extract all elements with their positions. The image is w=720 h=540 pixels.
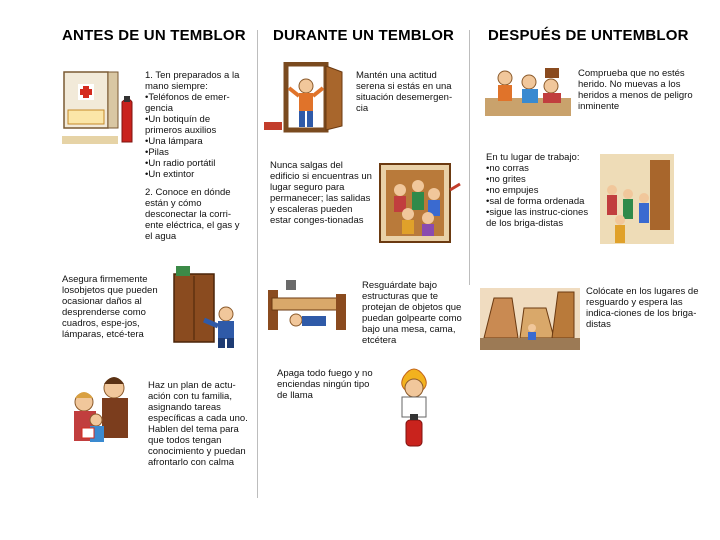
list-item: • Un radio portátil [145,158,249,169]
fire-extinguisher-illustration [384,366,446,450]
after-safe-zone-text [586,286,704,330]
list-item: • Una lámpara [145,136,249,147]
before-family-plan-text [148,380,254,468]
safe-zone-paragraph: Colócate en los lugares de resguardo y espera las indica-ciones de los briga-distas [586,286,699,330]
workplace-list [486,163,596,229]
orderly-evacuation-illustration [600,150,674,250]
before-secure-objects-text [62,274,166,340]
take-cover-paragraph: Resguárdate bajo estructuras que te protejan de objetos que puedan golpearte como bajo una mesa, cama, etcétera [362,280,462,346]
family-talk-paragraph: Hablen del tema para que todos tengan conocimiento y puedan afrontarlo con calma [148,424,246,468]
list-item: • sal de forma ordenada [486,196,596,207]
first-aid-cabinet-illustration [62,66,140,150]
person-in-doorway-illustration [264,62,350,134]
utilities-step: 2. Conoce en dónde están y cómo desconectar la corri-ente eléctrica, el gas y el agua [145,187,240,242]
after-workplace-text [486,152,596,229]
during-dont-leave-text [270,160,374,226]
family-plan-paragraph: Haz un plan de actu-ación con tu familia, asignando tareas específicas a cada uno. [148,380,248,424]
collapsed-buildings-illustration [480,278,580,350]
workplace-intro: En tu lugar de trabajo: [486,152,580,163]
column-divider-right [469,30,470,285]
crowd-at-exit-illustration [376,160,462,250]
secure-objects-paragraph: Asegura firmemente losobjetos que pueden ocasionar daños al desprenderse como cuadros, espe-jos, lámparas, etcé-tera [62,274,158,340]
dont-leave-paragraph: Nunca salgas del edificio si encuentras un lugar seguro para permanecer; las salidas y escaleras pueden estar conges-tionadas [270,160,372,226]
list-item: • Un extintor [145,169,249,180]
person-under-bed-illustration [266,276,352,336]
supplies-list [145,92,249,180]
supplies-intro: 1. Ten preparados a la mano siempre: [145,70,240,92]
stay-calm-paragraph: Mantén una actitud serena si estás en una situación desemergen-cia [356,70,453,114]
check-injury-paragraph: Comprueba que no estés herido. No muevas a los heridos a menos de peligro inminente [578,68,693,112]
column-title-before: ANTES DE UN TEMBLOR [62,27,246,44]
man-securing-wardrobe-illustration [166,264,246,350]
list-item: • no corras [486,163,596,174]
list-item: • Teléfonos de emer-gencia [145,92,249,114]
list-item: • Un botiquín de primeros auxilios [145,114,249,136]
during-fire-text [277,368,379,401]
before-supplies-text [145,70,249,242]
list-item: • no grites [486,174,596,185]
after-check-injury-text [578,68,702,112]
fire-paragraph: Apaga todo fuego y no enciendas ningún tipo de llama [277,368,373,401]
injured-person-illustration [485,64,571,116]
column-title-after: DESPUÉS DE UNTEMBLOR [488,27,689,44]
during-stay-calm-text [356,70,458,114]
column-divider-left [257,30,258,498]
column-title-during: DURANTE UN TEMBLOR [273,27,455,44]
list-item: • Pilas [145,147,249,158]
during-take-cover-text [362,280,464,346]
family-meeting-illustration [62,368,144,450]
list-item: • no empujes [486,185,596,196]
list-item: • sigue las instruc-ciones de los briga-distas [486,207,596,229]
